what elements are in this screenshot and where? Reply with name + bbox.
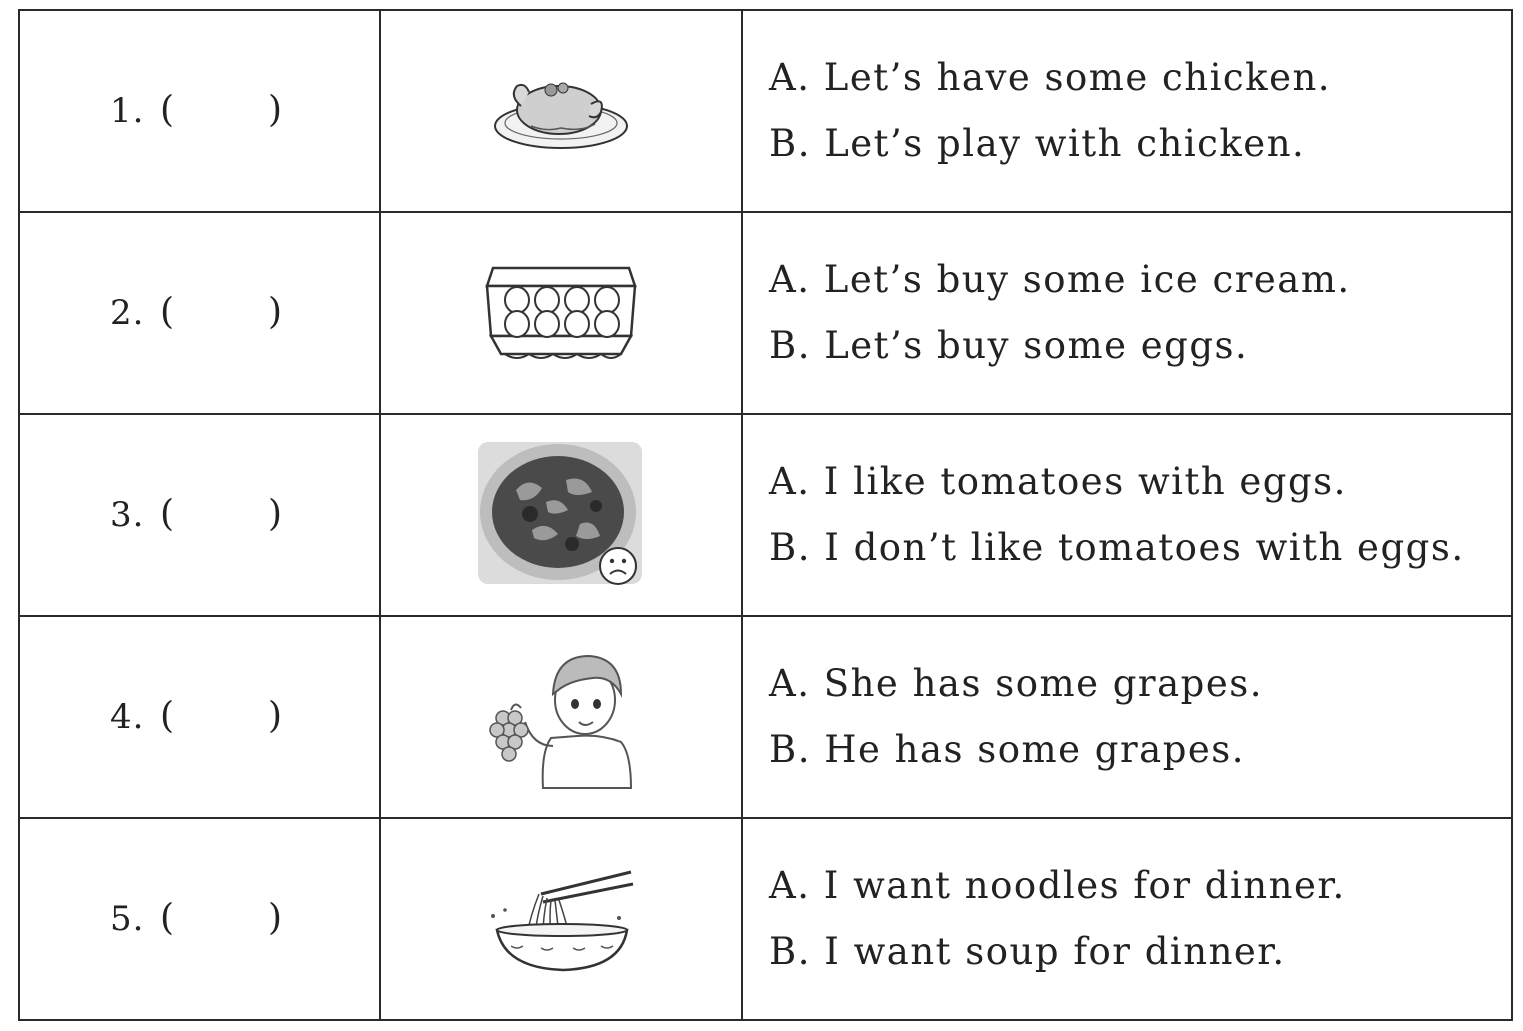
question-row-3	[19, 414, 1512, 616]
picture-cell	[380, 616, 742, 818]
option-a[interactable]: A. Let’s buy some ice cream.	[769, 258, 1351, 301]
question-number-cell	[19, 818, 380, 1020]
picture-cell	[380, 212, 742, 414]
open-paren: (	[160, 89, 175, 131]
question-number-cell	[19, 10, 380, 212]
roast-chicken-icon	[491, 66, 631, 156]
open-paren: (	[160, 897, 175, 939]
answer-blank[interactable]	[180, 897, 266, 941]
open-paren: (	[160, 291, 175, 333]
options-cell	[742, 818, 1512, 1020]
boy-holding-grapes-icon	[481, 642, 641, 792]
option-a[interactable]: A. I like tomatoes with eggs.	[769, 460, 1347, 503]
question-number-cell	[19, 212, 380, 414]
close-paren: )	[268, 897, 283, 939]
option-b[interactable]: B. I want soup for dinner.	[769, 930, 1286, 973]
picture-cell	[380, 10, 742, 212]
options-cell	[742, 212, 1512, 414]
option-a[interactable]: A. She has some grapes.	[769, 662, 1263, 705]
question-row-1	[19, 10, 1512, 212]
question-row-5	[19, 818, 1512, 1020]
close-paren: )	[268, 493, 283, 535]
close-paren: )	[268, 291, 283, 333]
close-paren: )	[268, 695, 283, 737]
quiz-table	[18, 9, 1513, 1021]
answer-blank[interactable]	[180, 291, 266, 335]
open-paren: (	[160, 493, 175, 535]
question-number: 4.	[110, 697, 145, 737]
question-number: 3.	[110, 495, 145, 535]
options-cell	[742, 616, 1512, 818]
answer-blank[interactable]	[180, 695, 266, 739]
question-number: 2.	[110, 293, 145, 333]
question-number: 5.	[110, 899, 145, 939]
noodle-bowl-icon	[481, 864, 641, 974]
picture-cell	[380, 414, 742, 616]
question-row-2	[19, 212, 1512, 414]
option-b[interactable]: B. Let’s buy some eggs.	[769, 324, 1249, 367]
question-row-4	[19, 616, 1512, 818]
answer-blank[interactable]	[180, 89, 266, 133]
answer-blank[interactable]	[180, 493, 266, 537]
option-b[interactable]: B. He has some grapes.	[769, 728, 1246, 771]
question-number: 1.	[110, 91, 145, 131]
option-b[interactable]: B. Let’s play with chicken.	[769, 122, 1306, 165]
egg-carton-icon	[481, 258, 641, 368]
tomato-egg-dish-sad-face-icon	[476, 440, 646, 590]
picture-cell	[380, 818, 742, 1020]
option-a[interactable]: A. I want noodles for dinner.	[769, 864, 1346, 907]
options-cell	[742, 10, 1512, 212]
question-number-cell	[19, 616, 380, 818]
option-a[interactable]: A. Let’s have some chicken.	[769, 56, 1332, 99]
open-paren: (	[160, 695, 175, 737]
question-number-cell	[19, 414, 380, 616]
options-cell	[742, 414, 1512, 616]
option-b[interactable]: B. I don’t like tomatoes with eggs.	[769, 526, 1465, 569]
close-paren: )	[268, 89, 283, 131]
